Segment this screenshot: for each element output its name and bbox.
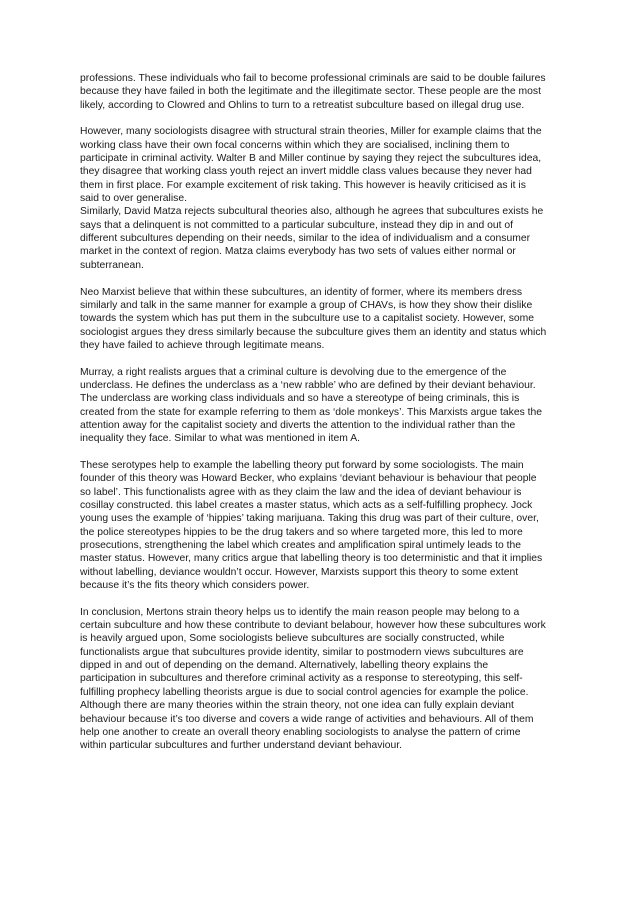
paragraph-murray-underclass: Murray, a right realists argues that a criminal culture is devolving due to the emergence of the underclass. He defines the underclass as a ‘new rabble’ who are defined by their deviant behaviour. The underclass are working class individuals and so have a stereotype of being criminals, this is created from the state for example referring to them as ‘dole monkeys’. This Marxists argue takes the attention away for the capitalist society and diverts the attention to the individual rather than the inequality they face. Similar to what was mentioned in item A.	[80, 366, 543, 445]
paragraph-neo-marxist: Neo Marxist believe that within these subcultures, an identity of former, where its members dress similarly and talk in the same manner for example a group of CHAVs, is how they show their dislike towards the system which has put them in the subculture use to a capitalist society. However, some sociologist argues they dress similarly because the subculture gives them an identity and status which they have failed to achieve through legitimate means.	[80, 286, 547, 351]
paragraph-miller-focal-concerns: However, many sociologists disagree with structural strain theories, Miller for example claims that the working class have their own focal concerns within which they are socialised, inclining them to participate in criminal activity. Walter B and Miller continue by saying they reject the subcultures idea, they disagree that working class youth reject an invert middle class values because they never had them in first place. For example excitement of risk taking. This however is heavily criticised as it is said to over generalise.	[80, 126, 542, 205]
paragraph-retreatist-subculture: professions. These individuals who fail to become professional criminals are said to be double failures because they have failed in both the legitimate and the illegitimate sector. These people are the most likely, according to Clowred and Ohlins to turn to a retreatist subculture based on illegal drug use.	[80, 73, 546, 111]
paragraph-labelling-theory: These serotypes help to example the labelling theory put forward by some sociologists. The main founder of this theory was Howard Becker, who explains ‘deviant behaviour is behaviour that people so label’. This functionalists agree with as they claim the law and the idea of deviant behaviour is cosillay constructed. this label creates a master status, which acts as a self-fulfilling prophecy. Jock young uses the example of ‘hippies’ taking marijuana. Taking this drug was part of their culture, over, the police stereotypes hippies to be the drug takers and so where targeted more, this led to more prosecutions, strengthening the label which creates and amplification spiral untimely leads to the master status. However, many critics argue that labelling theory is too deterministic and that it implies without labelling, deviance wouldn’t occur. However, Marxists support this theory to some extent because it’s the fits theory which considers power.	[80, 459, 543, 592]
document-page	[80, 72, 565, 766]
paragraph-conclusion: In conclusion, Mertons strain theory helps us to identify the main reason people may belong to a certain subculture and how these contribute to deviant belabour, however how these subcultures work is heavily argued upon, Some sociologists believe subcultures are socially constructed, while functionalists argue that subcultures provide identity, similar to postmodern views subcultures are dipped in and out of depending on the demand. Alternatively, labelling theory explains the participation in subcultures and therefore criminal activity as a response to stereotyping, this self- fulfilling prophecy labelling theorists argue is due to social control agencies for example the police. Although there are many theories within the strain theory, not one idea can fully explain deviant behaviour because it’s too diverse and covers a wide range of activities and behaviours. All of them help one another to create an overall theory enabling sociologists to analyse the pattern of crime within particular subcultures and further understand deviant behaviour.	[80, 606, 546, 752]
paragraph-matza-drift: Similarly, David Matza rejects subcultural theories also, although he agrees that subcultures exists he says that a delinquent is not committed to a particular subculture, instead they dip in and out of different subcultures depending on their needs, similar to the idea of individualism and a consumer market in the context of region. Matza claims everybody has two sets of values either normal or subterranean.	[80, 206, 544, 271]
